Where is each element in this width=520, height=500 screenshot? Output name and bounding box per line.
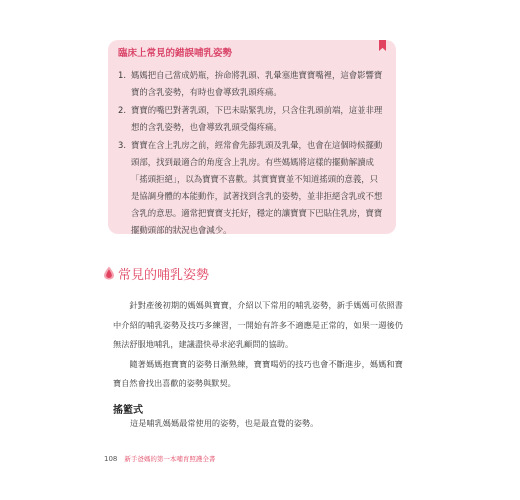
paragraph: 針對產後初期的媽媽與寶寶，介紹以下常用的哺乳姿勢，新手媽媽可依照書中介紹的哺乳姿勢及技巧多練習，一開始有許多不適應是正常的，如果一週後仍無法舒服地哺乳，建議盡快尋求泌乳顧問的協助。 bbox=[113, 300, 403, 349]
list-number: 2. bbox=[118, 105, 126, 115]
page-number: 108 bbox=[104, 454, 118, 463]
paragraph: 隨著媽媽抱寶寶的姿勢日漸熟練，寶寶喝奶的技巧也會不斷進步，媽媽和寶寶自然會找出喜歡的姿勢與默契。 bbox=[113, 358, 403, 388]
page-footer bbox=[104, 454, 215, 463]
list-item-text: 寶寶在含上乳房之前，經常會先舔乳頭及乳暈，也會在這個時候擺動頭部，找到最適合的角度含上乳房。有些媽媽將這樣的擺動解讀成「搖頭拒絕」，以為寶寶不喜歡。其實寶寶並不知道搖頭的意義，只是協調身體的本能動作，試著找到含乳的姿勢，並非拒絕含乳或不想含乳的意思。適常把寶寶支托好，穩定的讓寶寶下巴貼住乳房，寶寶擺動頭部的狀況也會減少。 bbox=[131, 140, 383, 235]
list-item bbox=[118, 137, 384, 239]
callout-box bbox=[108, 40, 396, 234]
mistake-list bbox=[118, 67, 384, 239]
book-title: 新手爸媽的第一本哺育照護全書 bbox=[124, 455, 216, 463]
list-item bbox=[118, 102, 384, 136]
section-heading bbox=[103, 263, 209, 283]
section-body bbox=[113, 296, 403, 394]
callout-title: 臨床上常見的錯誤哺乳姿勢 bbox=[118, 48, 233, 59]
list-number: 3. bbox=[118, 140, 126, 150]
subsection-text: 這是哺乳媽媽最常使用的姿勢，也是最直覺的姿勢。 bbox=[130, 418, 319, 428]
section-title: 常見的哺乳姿勢 bbox=[118, 267, 210, 283]
list-item bbox=[118, 67, 384, 101]
list-item-text: 寶寶的嘴巴對著乳頭，下巴未貼緊乳房，只含住乳頭前端，這並非理想的含乳姿勢，也會導致乳頭受傷疼痛。 bbox=[131, 105, 383, 132]
milk-drop-icon bbox=[103, 266, 115, 280]
subsection-title: 搖籃式 bbox=[113, 405, 143, 416]
list-number: 1. bbox=[118, 70, 126, 80]
list-item-text: 媽媽把自己當成奶瓶，拚命將乳頭、乳暈塞進寶寶嘴裡，這會影響寶寶的含乳姿勢，有時也會導致乳頭疼痛。 bbox=[131, 70, 383, 97]
